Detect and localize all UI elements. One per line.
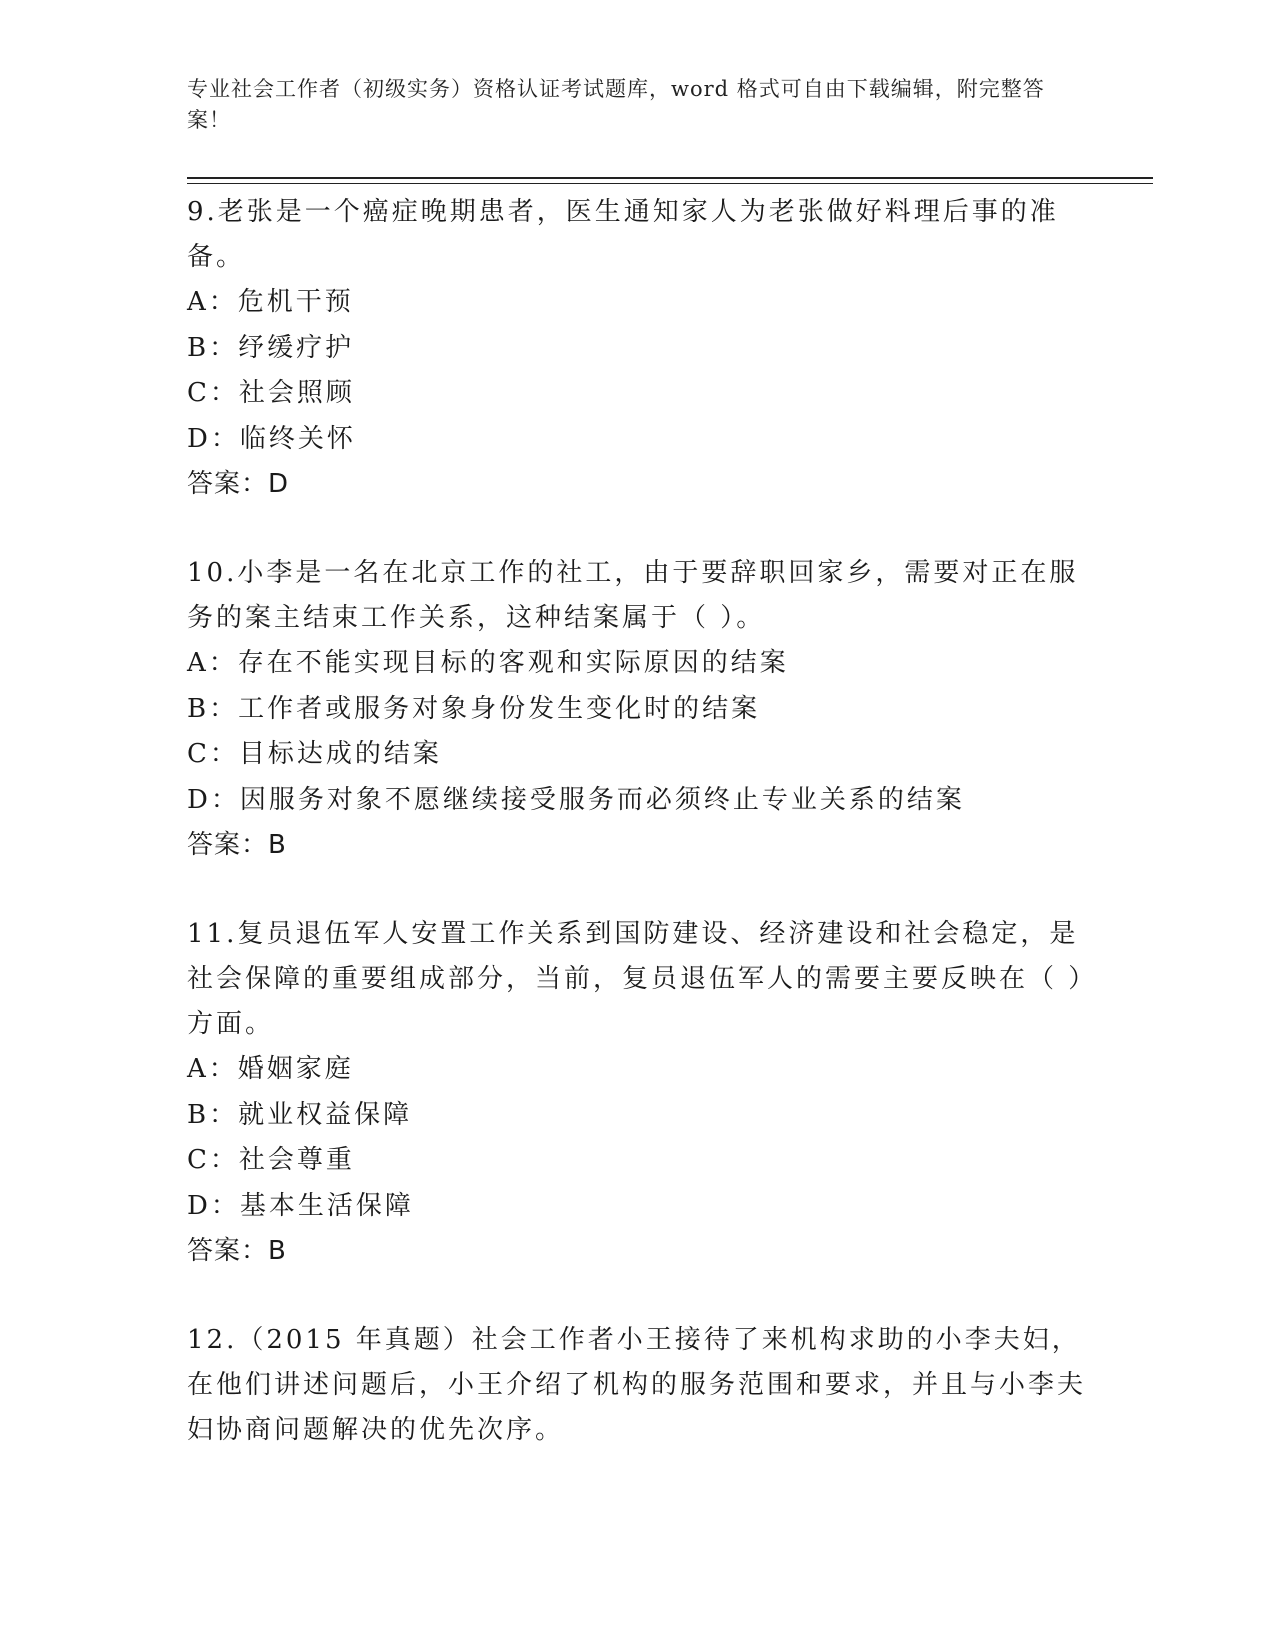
- question-10: [187, 551, 1087, 868]
- question-12: [187, 1318, 1087, 1453]
- option-d: D：因服务对象不愿继续接受服务而必须终止专业关系的结案: [187, 784, 965, 815]
- question-11: [187, 912, 1087, 1274]
- option-a: A：婚姻家庭: [187, 1054, 354, 1084]
- answer-line: 答案：B: [187, 830, 287, 860]
- option-b: B：就业权益保障: [187, 1099, 413, 1130]
- option-a: A：存在不能实现目标的客观和实际原因的结案: [187, 648, 789, 678]
- option-c: C：目标达成的结案: [187, 739, 442, 769]
- answer-line: 答案：B: [187, 1236, 287, 1266]
- question-list: [187, 190, 1087, 1497]
- question-stem: 9.老张是一个癌症晚期患者，医生通知家人为老张做好料理后事的准备。: [187, 197, 1059, 272]
- option-d: D：临终关怀: [187, 423, 356, 454]
- option-c: C：社会照顾: [187, 378, 355, 408]
- option-a: A：危机干预: [187, 287, 354, 317]
- option-b: B：工作者或服务对象身份发生变化时的结案: [187, 693, 761, 724]
- option-b: B：纾缓疗护: [187, 332, 355, 363]
- question-stem: 11.复员退伍军人安置工作关系到国防建设、经济建设和社会稳定，是社会保障的重要组成部分，当前，复员退伍军人的需要主要反映在（ ）方面。: [187, 919, 1085, 1039]
- answer-line: 答案：D: [187, 469, 290, 499]
- question-stem: 12.（2015 年真题）社会工作者小王接待了来机构求助的小李夫妇，在他们讲述问题后，小王介绍了机构的服务范围和要求，并且与小李夫妇协商问题解决的优先次序。: [187, 1325, 1087, 1445]
- option-d: D：基本生活保障: [187, 1190, 414, 1221]
- question-9: [187, 190, 1087, 507]
- header-divider-thick: [187, 177, 1153, 179]
- document-header: 专业社会工作者（初级实务）资格认证考试题库，word 格式可自由下载编辑，附完整答案！: [187, 77, 1045, 132]
- header-divider-thin: [187, 183, 1153, 184]
- question-stem: 10.小李是一名在北京工作的社工，由于要辞职回家乡，需要对正在服务的案主结束工作关系，这种结案属于（ ）。: [187, 558, 1079, 633]
- option-c: C：社会尊重: [187, 1145, 355, 1175]
